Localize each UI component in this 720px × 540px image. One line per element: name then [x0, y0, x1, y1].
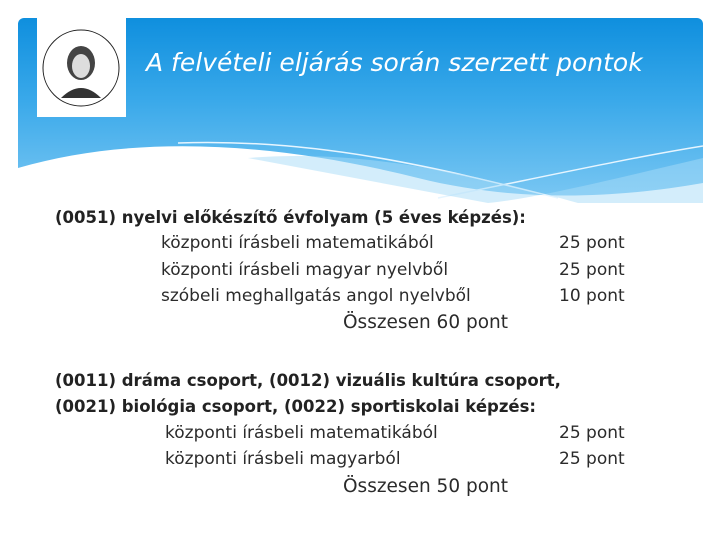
section-heading: (0011) dráma csoport, (0012) vizuális kultúra csoport,: [55, 371, 561, 390]
section-total: Összesen 60 pont: [343, 312, 509, 333]
item-label: központi írásbeli magyar nyelvből: [161, 260, 449, 280]
item-points: 25 pont: [559, 233, 625, 253]
item-points: 25 pont: [559, 260, 625, 280]
section-heading: (0051) nyelvi előkészítő évfolyam (5 éves képzés):: [55, 208, 526, 227]
item-label: központi írásbeli matematikából: [161, 233, 434, 253]
section-heading: (0021) biológia csoport, (0022) sportiskolai képzés:: [55, 397, 537, 416]
item-points: 10 pont: [559, 286, 625, 306]
school-logo: [37, 18, 126, 117]
slide-title: A felvételi eljárás során szerzett pontok: [146, 48, 643, 77]
item-label: központi írásbeli magyarból: [165, 449, 401, 469]
item-label: központi írásbeli matematikából: [165, 423, 438, 443]
section-total: Összesen 50 pont: [343, 476, 509, 497]
item-points: 25 pont: [559, 449, 625, 469]
item-label: szóbeli meghallgatás angol nyelvből: [161, 286, 471, 306]
item-points: 25 pont: [559, 423, 625, 443]
